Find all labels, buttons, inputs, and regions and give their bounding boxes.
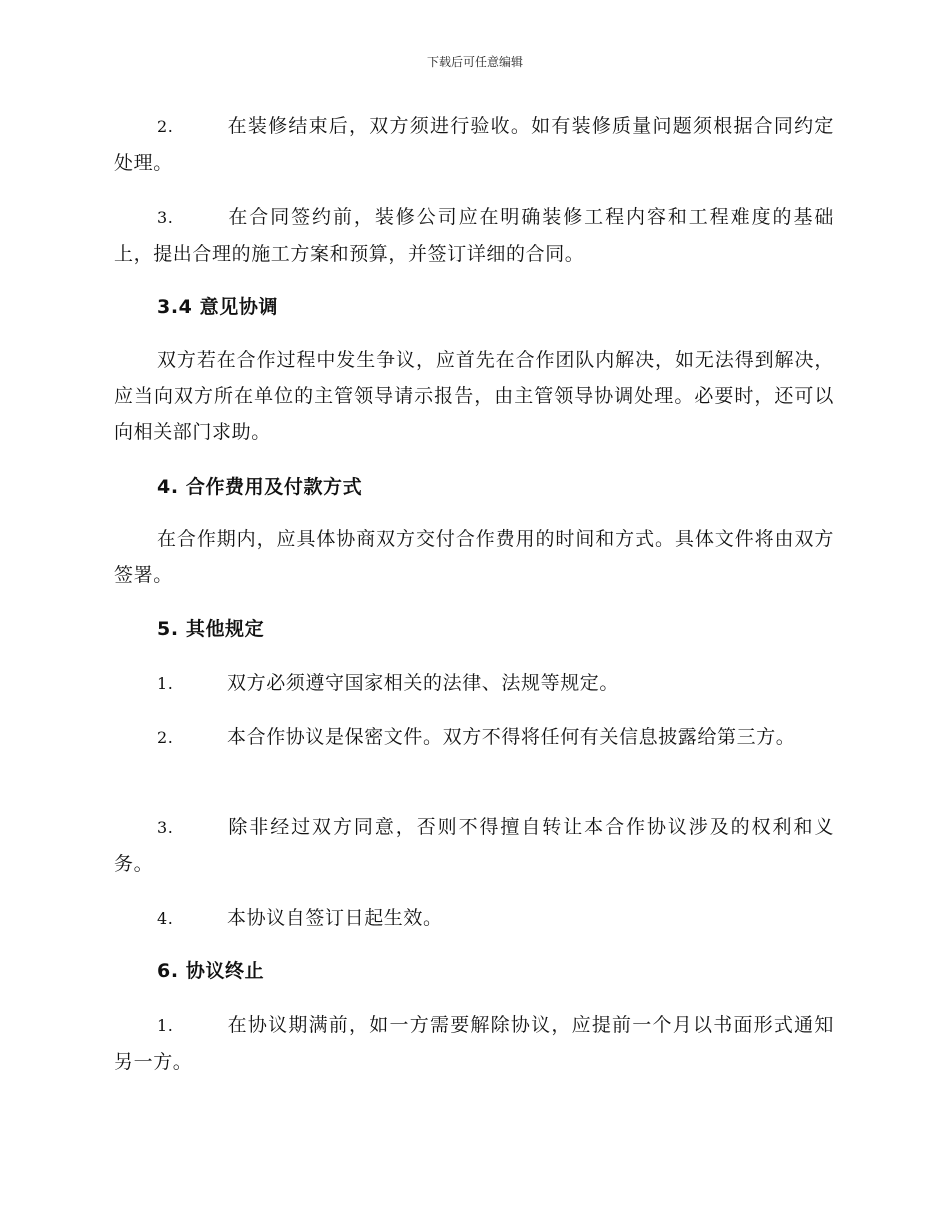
list-item-number: 3. [157,818,174,837]
paragraph-dispute-resolution: 双方若在合作过程中发生争议，应首先在合作团队内解决，如无法得到解决，应当向双方所在单位的主管领导请示报告，由主管领导协调处理。必要时，还可以向相关部门求助。 [114,349,834,443]
list-item-text: 本协议自签订日起生效。 [227,907,443,929]
section-heading-3-4: 3.4 意见协调 [157,296,279,318]
list-item-text: 双方必须遵守国家相关的法律、法规等规定。 [227,672,620,694]
list-item-text: 在装修结束后，双方须进行验收。如有装修质量问题须根据合同约定处理。 [114,115,834,174]
list-item [114,108,834,181]
section-heading-4: 4. 合作费用及付款方式 [157,476,363,498]
list-item [114,1007,834,1080]
list-item-number: 3. [157,208,174,227]
list-item-number: 4. [157,909,174,928]
list-item [114,719,834,756]
section-heading-5: 5. 其他规定 [157,618,265,640]
list-item-text: 在合同签约前，装修公司应在明确装修工程内容和工程难度的基础上，提出合理的施工方案和预算，并签订详细的合同。 [114,206,834,265]
list-item [114,665,834,702]
list-item-number: 1. [157,1016,174,1035]
list-item-number: 2. [157,728,174,747]
page-header: 下载后可任意编辑 [426,55,523,69]
list-item [114,199,834,272]
section-heading-6: 6. 协议终止 [157,960,265,982]
list-item-number: 2. [157,117,174,136]
list-item-text: 除非经过双方同意，否则不得擅自转让本合作协议涉及的权利和义务。 [114,816,834,875]
list-item [114,900,834,937]
paragraph-fees: 在合作期内，应具体协商双方交付合作费用的时间和方式。具体文件将由双方签署。 [114,528,834,586]
list-item-text: 本合作协议是保密文件。双方不得将任何有关信息披露给第三方。 [227,726,796,748]
list-item [114,809,834,882]
list-item-number: 1. [157,674,174,693]
list-item-text: 在协议期满前，如一方需要解除协议，应提前一个月以书面形式通知另一方。 [114,1014,834,1073]
